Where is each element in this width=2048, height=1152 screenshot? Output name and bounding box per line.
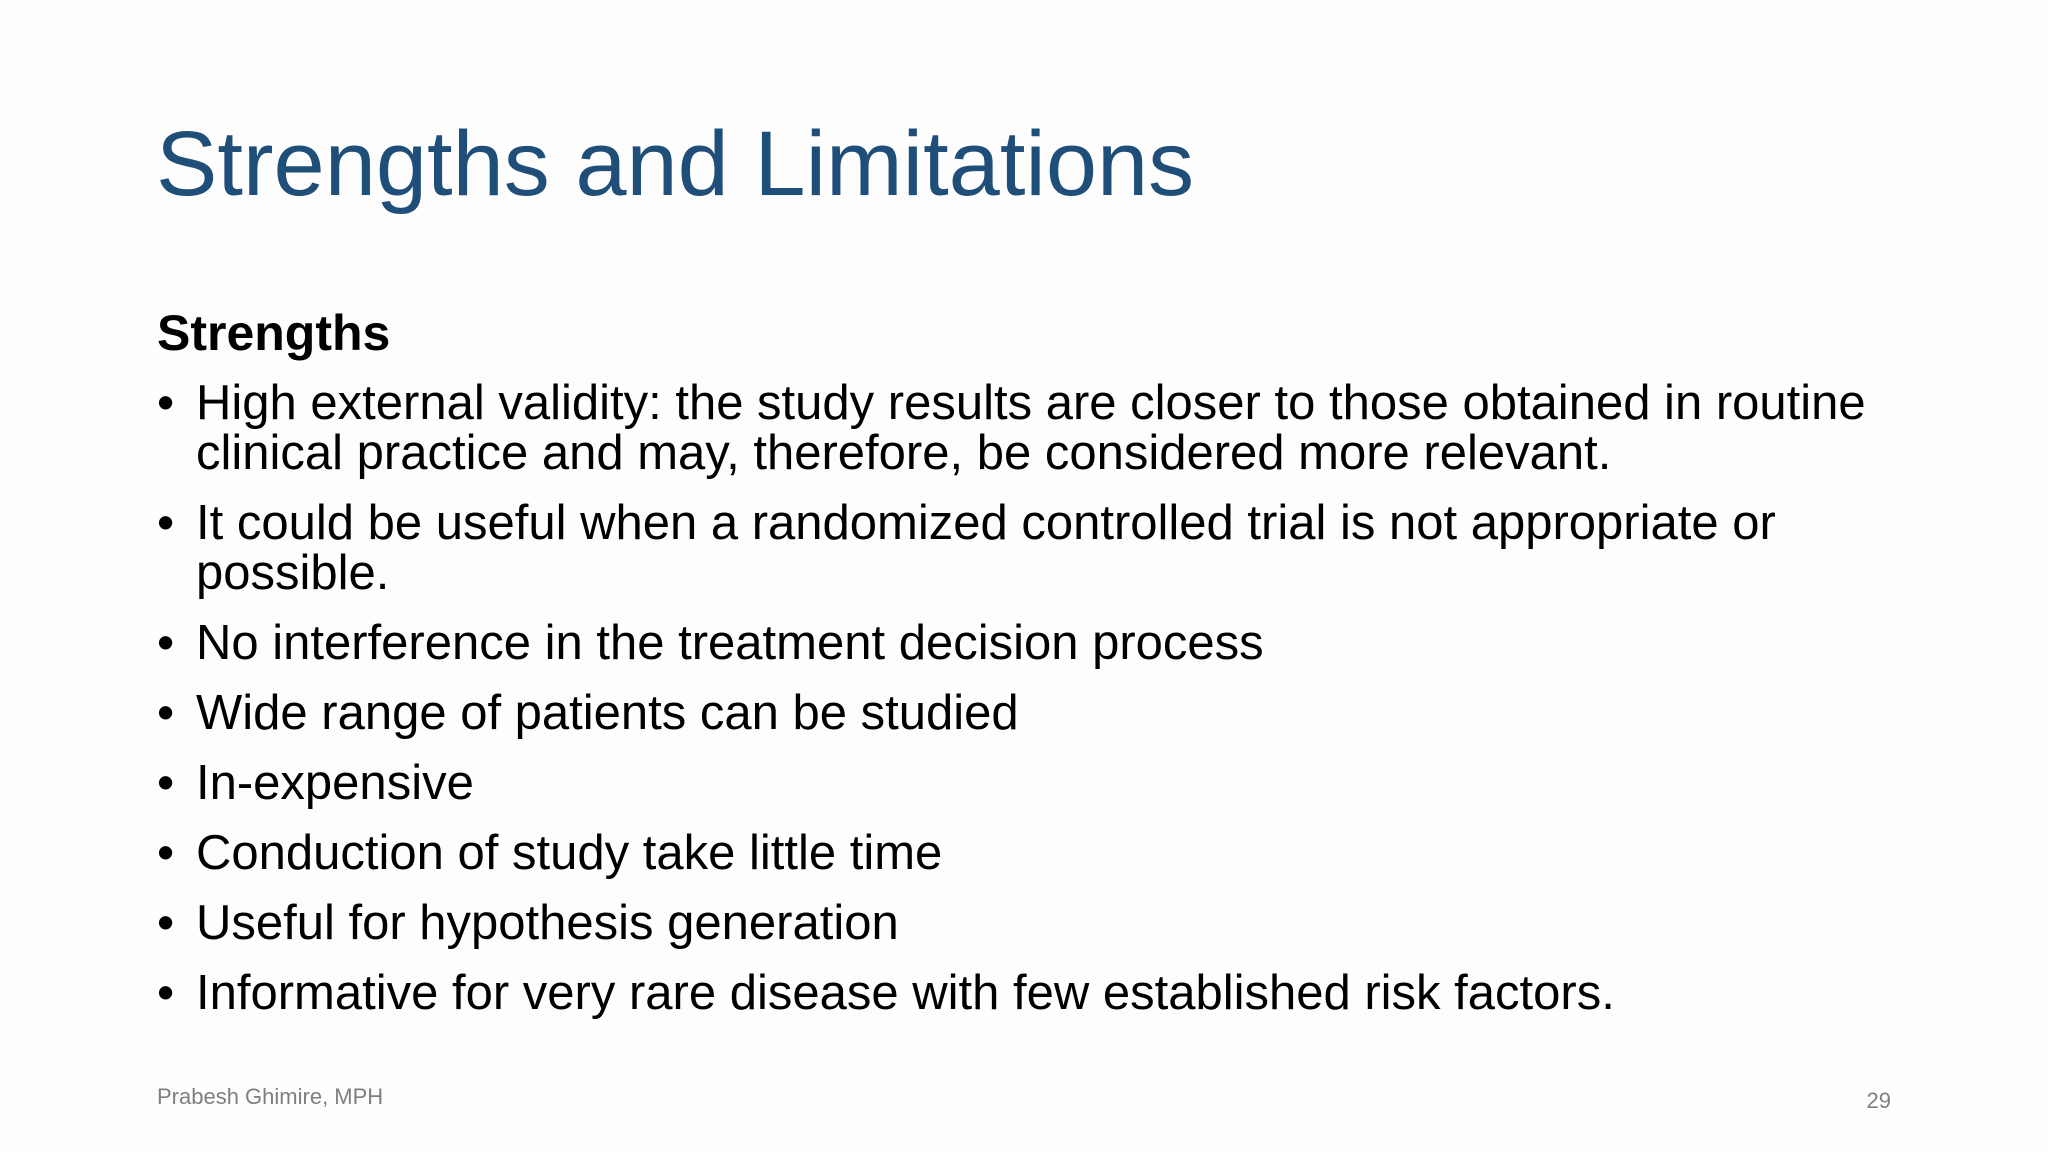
bullet-icon: • (157, 616, 175, 670)
bullet-icon: • (157, 826, 175, 880)
bullet-text: Useful for hypothesis generation (196, 896, 899, 950)
bullet-text: It could be useful when a randomized controlled trial is not appropriate or possible. (196, 496, 1776, 600)
bullet-item (157, 378, 1917, 478)
slide-title: Strengths and Limitations (156, 113, 1195, 215)
bullet-item (157, 898, 1917, 948)
section-heading-strengths: Strengths (157, 305, 391, 361)
bullet-item (157, 758, 1917, 808)
bullet-item (157, 618, 1917, 668)
bullet-item (157, 828, 1917, 878)
bullet-icon: • (157, 496, 175, 550)
bullet-icon: • (157, 756, 175, 810)
bullet-icon: • (157, 376, 175, 430)
bullet-icon: • (157, 686, 175, 740)
bullet-icon: • (157, 896, 175, 950)
bullet-text: Conduction of study take little time (196, 826, 943, 880)
bullet-text: No interference in the treatment decision process (196, 616, 1264, 670)
bullet-text: High external validity: the study results are closer to those obtained in routine clinical practice and may, therefore, be considered more relevant. (196, 376, 1866, 480)
bullet-item (157, 968, 1917, 1018)
bullet-text: Informative for very rare disease with few established risk factors. (196, 966, 1615, 1020)
bullet-text: Wide range of patients can be studied (196, 686, 1019, 740)
bullet-icon: • (157, 966, 175, 1020)
bullet-text: In-expensive (196, 756, 474, 810)
bullet-item (157, 498, 1917, 598)
bullet-item (157, 688, 1917, 738)
footer-page-number: 29 (1866, 1088, 1891, 1113)
footer-author: Prabesh Ghimire, MPH (157, 1084, 384, 1109)
strengths-bullet-list (157, 378, 1917, 1018)
